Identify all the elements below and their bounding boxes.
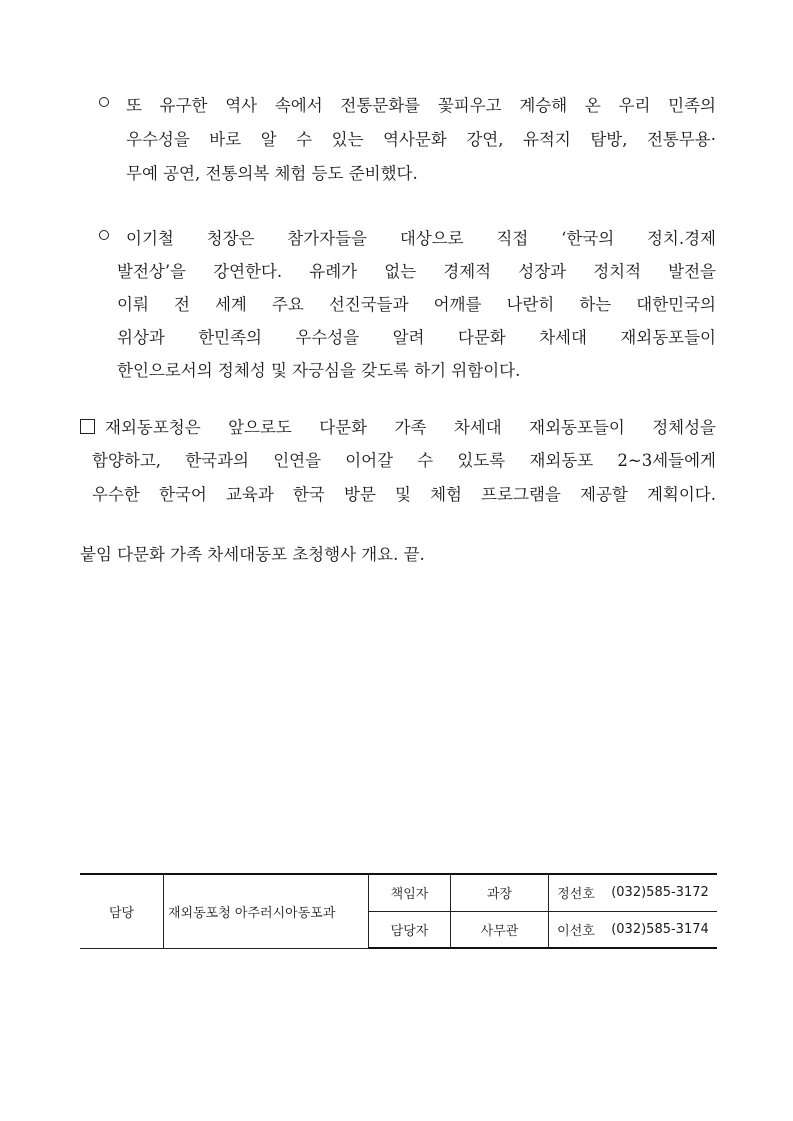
main-paragraph-line-2: 함양하고, 한국과의 인연을 이어갈 수 있도록 재외동포 2~3세들에게 [92, 451, 716, 470]
attachment-note: 붙임 다문화 가족 차세대동포 초청행사 개요. 끝. [80, 545, 425, 564]
main-paragraph-line-3: 우수한 한국어 교육과 한국 방문 및 체험 프로그램을 제공할 계획이다. [92, 485, 716, 504]
contact-phone: (032)585-3174 [603, 911, 717, 948]
contact-role: 책임자 [369, 874, 451, 911]
bullet-1-line-2: 우수성을 바로 알 수 있는 역사문화 강연, 유적지 탐방, 전통무용· [126, 130, 716, 149]
bullet-1-line-1: 또 유구한 역사 속에서 전통문화를 꽃피우고 계승해 온 우리 민족의 [126, 96, 716, 115]
bullet-2-line-2: 발전상’을 강연한다. 유례가 없는 경제적 성장과 정치적 발전을 [117, 262, 716, 281]
circle-bullet-icon [99, 230, 109, 240]
main-paragraph-line-1: 재외동포청은 앞으로도 다문화 가족 차세대 재외동포들이 정체성을 [105, 418, 716, 437]
bullet-2-line-5: 한인으로서의 정체성 및 자긍심을 갖도록 하기 위함이다. [117, 361, 521, 380]
bullet-1-line-3: 무예 공연, 전통의복 체험 등도 준비했다. [126, 164, 418, 183]
bullet-2-line-4: 위상과 한민족의 우수성을 알려 다문화 차세대 재외동포들이 [117, 328, 716, 347]
contact-label: 담당 [80, 874, 164, 948]
contact-phone: (032)585-3172 [603, 874, 717, 911]
contact-name: 정선호 [549, 874, 604, 911]
bullet-2-line-3: 이뤄 전 세계 주요 선진국들과 어깨를 나란히 하는 대한민국의 [117, 295, 716, 314]
contact-role: 담당자 [369, 911, 451, 948]
contact-name: 이선호 [549, 911, 604, 948]
contact-department: 재외동포청 아주러시아동포과 [164, 874, 369, 948]
bullet-2-line-1: 이기철 청장은 참가자들을 대상으로 직접 ‘한국의 정치.경제 [126, 229, 716, 248]
square-bullet-icon [80, 419, 95, 434]
contact-table [80, 873, 717, 949]
contact-title: 과장 [451, 874, 549, 911]
circle-bullet-icon [99, 97, 109, 107]
contact-title: 사무관 [451, 911, 549, 948]
